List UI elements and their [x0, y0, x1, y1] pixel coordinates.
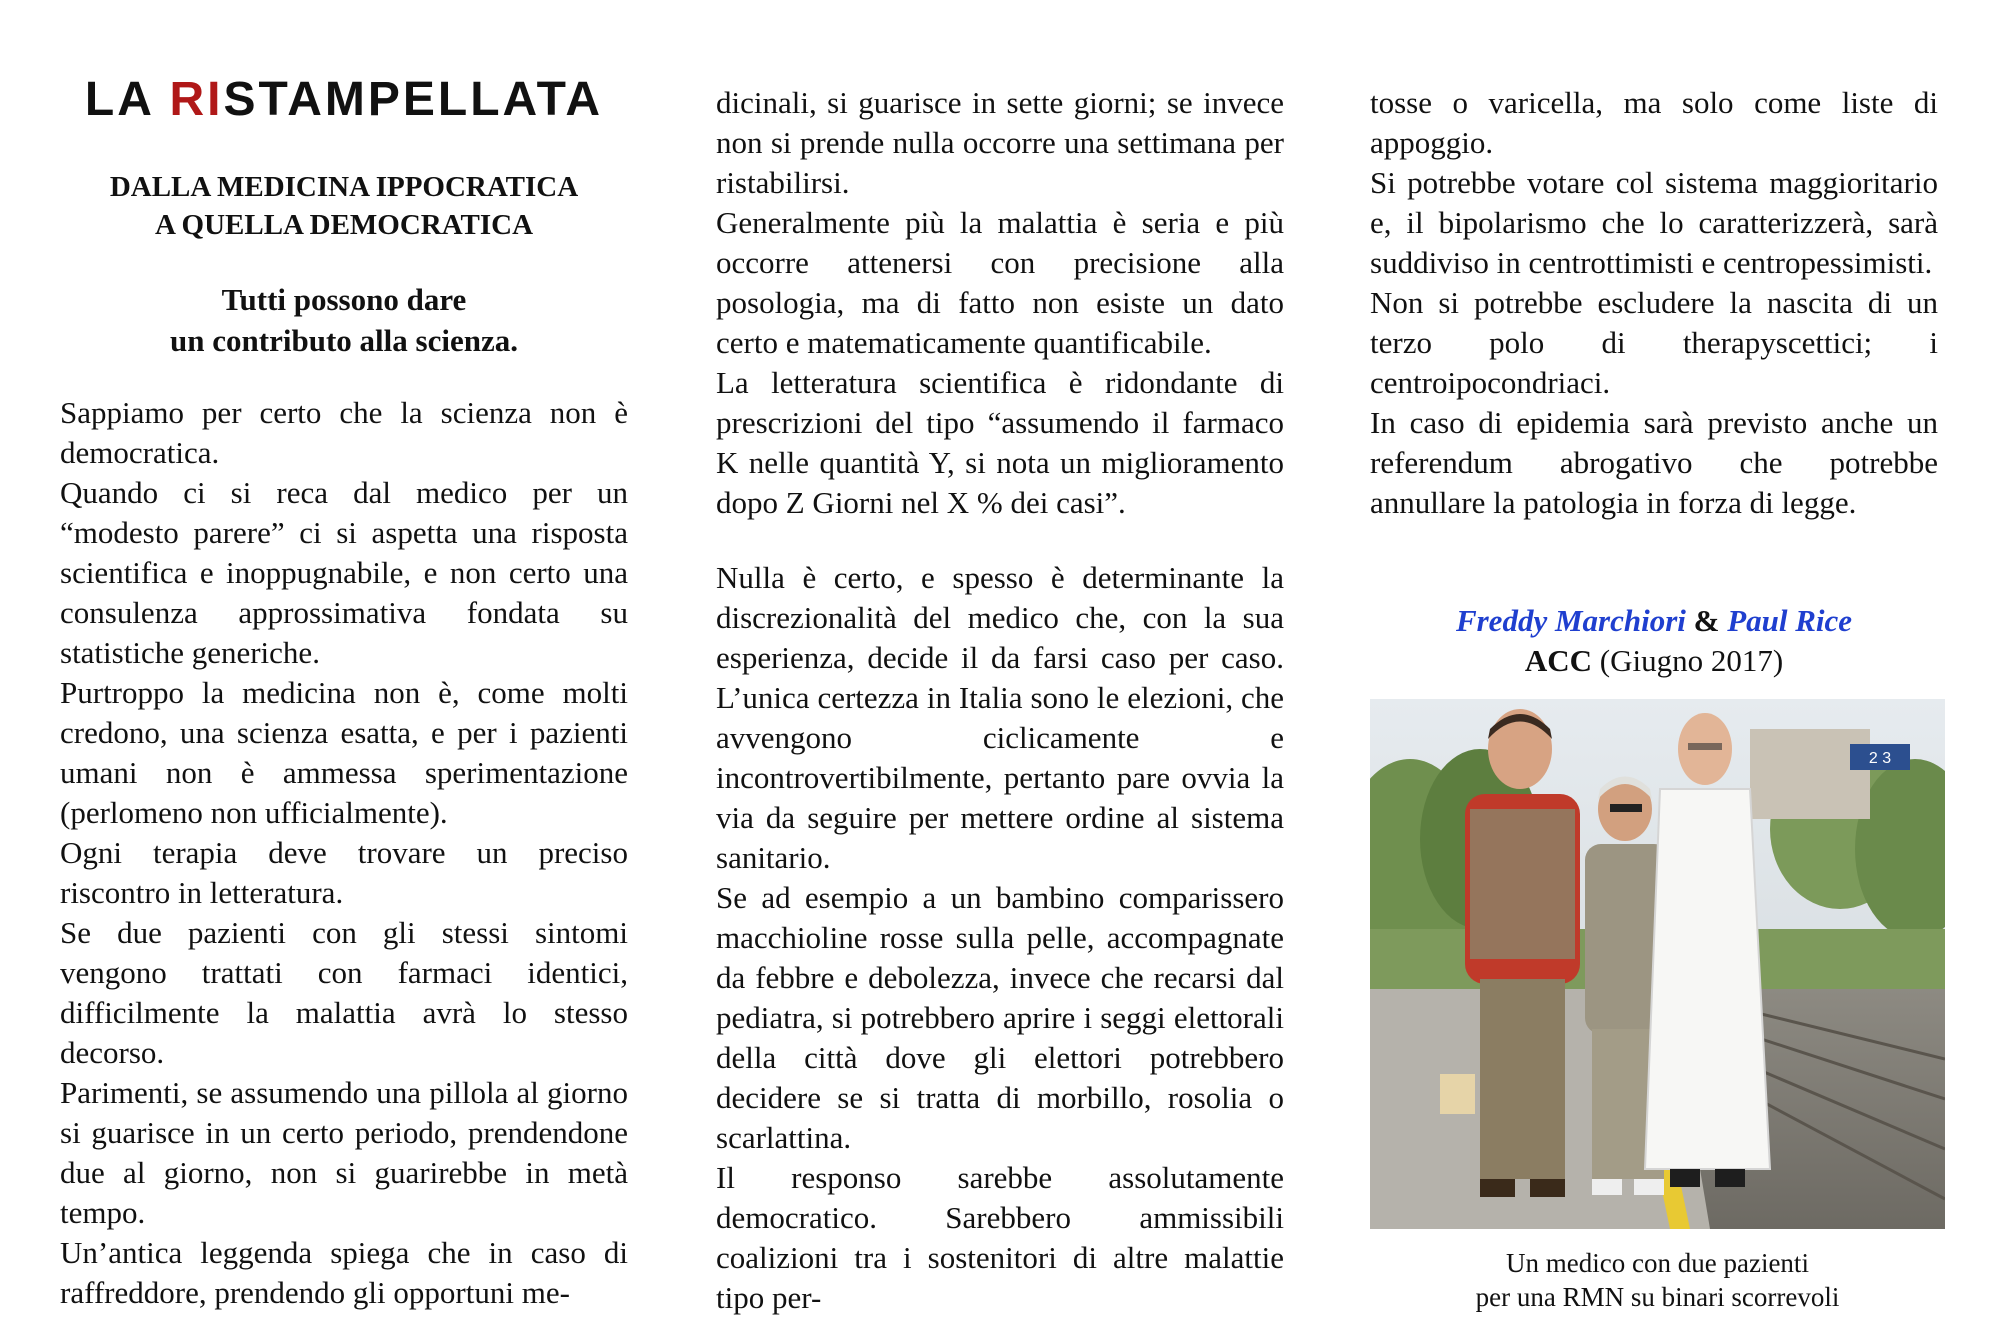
gift-bag — [1440, 1074, 1475, 1114]
author-org: ACC — [1524, 643, 1592, 678]
paragraph: tosse o varicella, ma solo come liste di appoggio. — [1370, 85, 1938, 160]
article-headline — [60, 168, 628, 244]
paragraph: Ogni terapia deve trovare un preciso riscontro in letteratura. — [60, 835, 628, 910]
paragraph-gap — [716, 523, 1284, 558]
caption-line1: Un medico con due pazienti — [1506, 1248, 1809, 1278]
sign-text: 2 3 — [1868, 750, 1892, 767]
masthead-part2: RI — [169, 73, 224, 126]
paragraph: dicinali, si guarisce in sette giorni; se invece non si prende nulla occorre una settimana per ristabilirsi. — [716, 85, 1284, 200]
paragraph: Si potrebbe votare col sistema maggioritario e, il bipolarismo che lo caratterizzerà, sarà suddiviso in centrottimisti e centropessimisti. — [1370, 165, 1938, 280]
column-1-body — [60, 393, 628, 1313]
article-photo — [1370, 699, 1945, 1229]
masthead-part1: LA — [84, 73, 170, 126]
subhead-line1: Tutti possono dare — [221, 282, 467, 317]
paragraph: Sappiamo per certo che la scienza non è democratica. — [60, 395, 628, 470]
paragraph: Nulla è certo, e spesso è determinante la discrezionalità del medico che, con la sua esperienza, decide il da farsi caso per caso. L’unica certezza in Italia sono le elezioni, che avvengono ciclicamente e incontrovertibilmente, pertanto pare ovvia la via da seguire per mettere ordine al sistema sanitario. — [716, 560, 1284, 875]
masthead-part3: STAMPELLATA — [223, 73, 604, 126]
column-2-body — [716, 83, 1284, 1318]
paragraph: Purtroppo la medicina non è, come molti credono, una scienza esatta, e per i pazienti umani non è ammessa sperimentazione (perlomeno non ufficialmente). — [60, 675, 628, 830]
paragraph: Parimenti, se assumendo una pillola al giorno si guarisce in un certo periodo, prendendone due al giorno, non si guarirebbe in metà tempo. — [60, 1075, 628, 1230]
author-affiliation — [1370, 641, 1938, 681]
headline-line2: A QUELLA DEMOCRATICA — [154, 209, 534, 241]
paragraph: Quando ci si reca dal medico per un “modesto parere” ci si aspetta una risposta scientifica e inoppugnabile, e non certo una consulenza approssimativa fondata su statistiche generiche. — [60, 475, 628, 670]
paragraph: Un’antica leggenda spiega che in caso di raffreddore, prendendo gli opportuni me- — [60, 1235, 628, 1310]
author-1: Freddy Marchiori — [1455, 603, 1686, 638]
author-date: (Giugno 2017) — [1592, 643, 1784, 678]
article-subheadline — [60, 279, 628, 361]
paragraph: Se due pazienti con gli stessi sintomi vengono trattati con farmaci identici, difficilmente la malattia avrà lo stesso decorso. — [60, 915, 628, 1070]
paragraph: Non si potrebbe escludere la nascita di un terzo polo di therapyscettici; i centroipocondriaci. — [1370, 285, 1938, 400]
paragraph: Il responso sarebbe assolutamente democratico. Sarebbero ammissibili coalizioni tra i sostenitori di altre malattie tipo per- — [716, 1160, 1284, 1315]
paragraph: La letteratura scientifica è ridondante di prescrizioni del tipo “assumendo il farmaco K nelle quantità Y, si nota un miglioramento dopo Z Giorni nel X % dei casi”. — [716, 365, 1284, 520]
building — [1750, 729, 1870, 819]
paragraph: Se ad esempio a un bambino comparissero macchioline rosse sulla pelle, accompagnate da febbre e debolezza, invece che recarsi dal pediatra, si potrebbero aprire i seggi elettorali della città dove gli elettori potrebbero decidere se si tratta di morbillo, rosolia o scarlattina. — [716, 880, 1284, 1155]
photo-illustration — [1370, 699, 1945, 1229]
subhead-line2: un contributo alla scienza. — [170, 323, 518, 358]
paragraph: Generalmente più la malattia è seria e più occorre attenersi con precisione alla posologia, ma di fatto non esiste un dato certo e matematicamente quantificabile. — [716, 205, 1284, 360]
author-ampersand: & — [1685, 603, 1728, 638]
headline-line1: DALLA MEDICINA IPPOCRATICA — [109, 171, 579, 203]
photo-caption — [1370, 1246, 1945, 1314]
caption-line2: per una RMN su binari scorrevoli — [1475, 1282, 1840, 1312]
masthead-logo — [60, 72, 628, 128]
column-3-body — [1370, 83, 1938, 523]
paragraph: In caso di epidemia sarà previsto anche un referendum abrogativo che potrebbe annullare la patologia in forza di legge. — [1370, 405, 1938, 520]
author-2: Paul Rice — [1727, 603, 1853, 638]
author-credit — [1370, 601, 1938, 681]
author-names — [1370, 601, 1938, 641]
